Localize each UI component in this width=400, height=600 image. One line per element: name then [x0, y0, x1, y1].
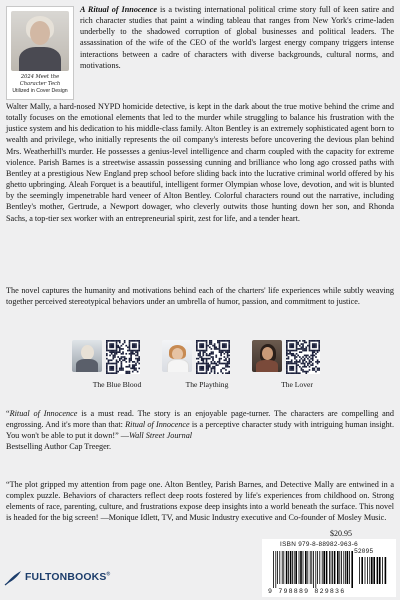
price-addon-code: 52095 — [354, 548, 374, 555]
character-label: The Lover — [281, 380, 313, 389]
character-card-plaything — [162, 340, 252, 390]
ean-barcode — [272, 551, 356, 588]
qr-code[interactable] — [196, 340, 230, 374]
quill-icon — [4, 570, 22, 586]
character-photo — [252, 340, 282, 372]
intro-paragraph: A Ritual of Innocence is a twisting international political crime story full of keen satire and rich character studies that paint a winding tableau that ranges from New York's crime-laden underbelly to the shadowed corruption of global businesses and political leaders. The assassination of the wife of the CEO of the world's largest energy company triggers intense interactions between a cadre of characters with diverse backgrounds, cultural norms, and motivations. — [80, 5, 394, 70]
review-quote-1: “Ritual of Innocence is a must read. The story is an enjoyable page-turner. The characters are compelling and engrossing. And it's more than that: Ritual of Innocence is a perceptive character study with intriguing human insight. You won't be able to put it down!” —Wall Street Journal Bestselling Author Cap Treeger. — [6, 409, 394, 452]
character-label: The Blue Blood — [92, 380, 142, 389]
synopsis-paragraph: Walter Mally, a hard-nosed NYPD homicide detective, is kept in the dark about the true motive behind the crime and totally focuses on the emotional elements that led to the murder while struggling to balance his frustration with the justice system and his dedication to his middle-class family. Alton Bentley is an extremely sophisticated agent born to wealth and privilege, who initially represents the oil company's interests before uncovering the devious plan behind Mrs. Weatherhill's murder. He possesses a genius-level intelligence and charm coupled with the capacity for extreme violence. Parish Barnes is a streetwise assassin possessing cunning and brilliance who long ago crossed paths with Bentley at a prestigious New England prep school before sliding back into the lucrative criminal world offered by his ghetto upbringing. Aleah Forquet is a beautiful, intelligent former Olympian whose love, devotion, and wit is blunted by the seemingly impenetrable hard veneer of Alton Bentley. Colorful characters round out the narrative, including Bentley's mother, Gertrude, a Newport dowager, who cleverly outwits those hunting down her son, and Rhonda Sachs, a top-tier sex worker with an entrepreneurial spirit, zest for life, and a tender heart. — [6, 102, 394, 223]
barcode-number: 9 798889 829836 — [268, 588, 346, 595]
author-photo — [11, 11, 69, 71]
qr-code[interactable] — [106, 340, 140, 374]
book-title: A Ritual of Innocence — [80, 5, 158, 14]
author-photo-card — [6, 6, 74, 100]
character-card-lover — [252, 340, 342, 390]
qr-code[interactable] — [286, 340, 320, 374]
character-label: The Plaything — [185, 380, 229, 389]
character-photo — [162, 340, 192, 372]
photo-caption: 2024 Meet the Character Tech Utilized in Cover Design — [12, 74, 68, 95]
character-photo — [72, 340, 102, 372]
character-card-blue-blood — [72, 340, 162, 390]
isbn-text: ISBN 979-8-88982-963-6 — [280, 541, 359, 548]
isbn-barcode — [262, 539, 396, 597]
summary-paragraph: The novel captures the humanity and motivations behind each of the charters' life experiences while subtly weaving together perceived stereotypical behaviors under an umbrella of humor, passion, and commitment to justice. — [6, 286, 394, 307]
price-label: $20.95 — [330, 529, 352, 538]
review-quote-2: “The plot gripped my attention from page one. Alton Bentley, Parish Barnes, and Detective Mally are entwined in a complex puzzle. Behaviors of characters reflect deep roots fostered by life's experiences from childhood on. Strong elements of race, parenting, culture, and frustrations expose deep insights into a world beneath the surface. This novel is headed for the big screen! —Monique Idlett, TV, and Music Industry executive and Co-founder of Mosley Music. — [6, 480, 394, 523]
publisher-logo: FULTONBOOKS® — [4, 570, 110, 586]
addon-barcode — [358, 557, 388, 588]
